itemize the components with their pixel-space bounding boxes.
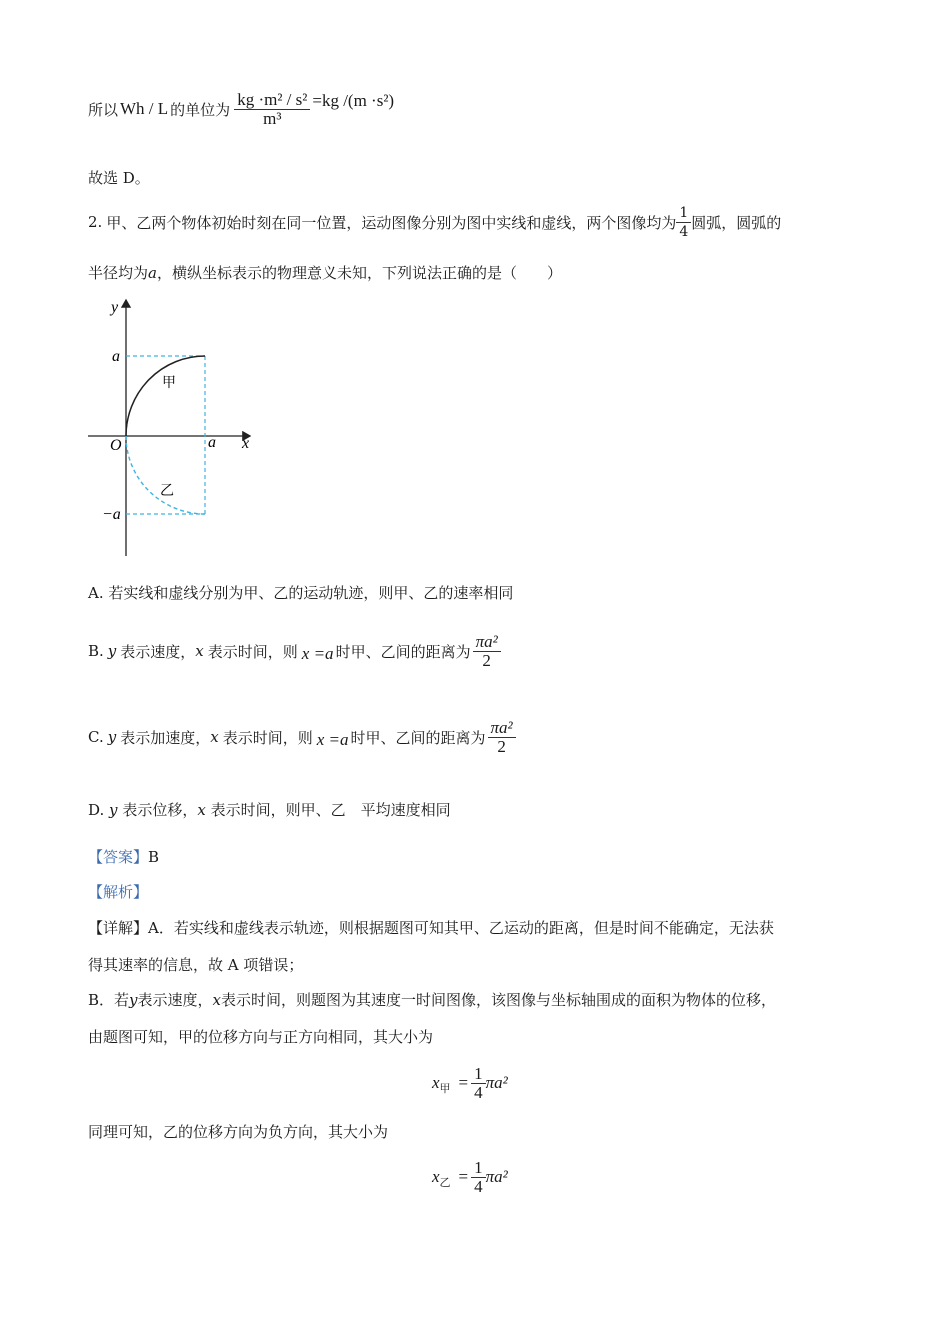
detail-line3-a: B．若 bbox=[88, 991, 130, 1009]
y-axis-label: y bbox=[111, 299, 119, 316]
question-number: 2. bbox=[88, 213, 103, 231]
option-c bbox=[88, 702, 516, 772]
arc-figure bbox=[82, 292, 262, 562]
detail-line-3 bbox=[88, 990, 776, 1010]
neg-a-label: −a bbox=[102, 506, 121, 523]
eq2-fraction bbox=[471, 1159, 486, 1196]
eq2-rhs: πa² bbox=[485, 1167, 508, 1186]
eq1-lhs: x bbox=[432, 1073, 440, 1092]
unit-prefix: 所以 bbox=[88, 100, 119, 119]
eq1-rhs: πa² bbox=[485, 1073, 508, 1092]
eq2-den: 4 bbox=[474, 1176, 483, 1196]
unit-result: =kg /(m ·s²) bbox=[312, 91, 395, 110]
question-line2-b: ，横纵坐标表示的物理意义未知，下列说法正确的是（ ） bbox=[156, 264, 562, 282]
radius-var: a bbox=[148, 264, 157, 282]
detail-line3-x: x bbox=[212, 991, 221, 1009]
answer-tag: 【答案】 bbox=[88, 848, 149, 866]
question-text-2: 圆弧，圆弧的 bbox=[691, 213, 782, 232]
yi-label: 乙 bbox=[160, 483, 174, 499]
detail-line3-y: y bbox=[129, 991, 138, 1009]
jia-arc-solid bbox=[126, 356, 205, 436]
eq1-num: 1 bbox=[471, 1065, 486, 1084]
eq2-lhs: x bbox=[432, 1167, 440, 1186]
detail-line3-b: 表示速度， bbox=[137, 991, 213, 1009]
option-d-mid2: 表示时间，则甲、乙 平均速度相同 bbox=[210, 801, 451, 819]
option-b bbox=[88, 616, 501, 686]
a-right-label: a bbox=[208, 434, 216, 451]
eq2-eq: = bbox=[458, 1167, 469, 1186]
question-line-1 bbox=[88, 200, 781, 244]
prev-answer: 故选 D。 bbox=[88, 169, 150, 187]
quarter-fraction bbox=[676, 204, 691, 241]
option-b-cond: x =a bbox=[301, 644, 334, 663]
option-b-prefix: B. bbox=[88, 642, 104, 660]
detail-line-2: 得其速率的信息，故 A 项错误； bbox=[88, 956, 304, 974]
option-b-x: x bbox=[195, 642, 204, 660]
yi-arc-dashed bbox=[126, 436, 205, 514]
question-text-1: 甲、乙两个物体初始时刻在同一位置，运动图像分别为图中实线和虚线，两个图像均为 bbox=[106, 213, 677, 232]
eq2-sub: 乙 bbox=[439, 1176, 451, 1189]
quarter-num: 1 bbox=[676, 204, 691, 223]
option-c-prefix: C. bbox=[88, 728, 104, 746]
option-b-fraction bbox=[473, 633, 501, 670]
option-b-den: 2 bbox=[482, 650, 491, 670]
option-b-mid1: 表示速度， bbox=[120, 642, 196, 661]
jia-label: 甲 bbox=[162, 375, 176, 391]
option-c-mid3: 时甲、乙间的距离为 bbox=[350, 728, 486, 747]
quarter-den: 4 bbox=[679, 223, 689, 240]
question-line2-a: 半径均为 bbox=[88, 264, 149, 282]
unit-expr: Wh / L bbox=[120, 99, 169, 118]
origin-label: O bbox=[110, 437, 122, 454]
option-d-y: y bbox=[109, 801, 118, 819]
detail-line-4: 由题图可知，甲的位移方向与正方向相同，其大小为 bbox=[88, 1028, 434, 1046]
option-d bbox=[88, 800, 451, 820]
eq1-fraction bbox=[471, 1065, 486, 1102]
unit-line bbox=[88, 84, 394, 134]
option-d-prefix: D. bbox=[88, 801, 105, 819]
question-line-2 bbox=[88, 263, 562, 283]
x-axis-label: x bbox=[242, 435, 250, 452]
unit-fraction bbox=[234, 91, 310, 128]
detail-tag: 【详解】 bbox=[88, 919, 149, 937]
equation-yi bbox=[432, 1152, 508, 1202]
eq1-eq: = bbox=[458, 1073, 469, 1092]
option-c-cond: x =a bbox=[316, 730, 349, 749]
eq1-sub: 甲 bbox=[439, 1082, 451, 1095]
option-b-num: πa² bbox=[473, 633, 501, 652]
analysis-tag: 【解析】 bbox=[88, 883, 149, 901]
option-b-mid3: 时甲、乙间的距离为 bbox=[335, 642, 471, 661]
detail-line-1 bbox=[88, 918, 774, 938]
unit-frac-num: kg ·m² / s² bbox=[234, 91, 310, 110]
a-top-label: a bbox=[112, 348, 120, 365]
option-d-mid1: 表示位移， bbox=[122, 801, 198, 819]
answer-value: B bbox=[148, 848, 160, 866]
unit-frac-den: m³ bbox=[263, 108, 282, 128]
option-c-fraction bbox=[488, 719, 516, 756]
unit-mid: 的单位为 bbox=[170, 100, 231, 119]
option-c-x: x bbox=[210, 728, 219, 746]
option-b-mid2: 表示时间，则 bbox=[207, 642, 298, 661]
option-c-mid1: 表示加速度， bbox=[120, 728, 211, 747]
eq2-num: 1 bbox=[471, 1159, 486, 1178]
eq1-den: 4 bbox=[474, 1082, 483, 1102]
detail-line3-c: 表示时间，则题图为其速度一时间图像，该图像与坐标轴围成的面积为物体的位移， bbox=[221, 991, 777, 1009]
option-c-den: 2 bbox=[497, 736, 506, 756]
detail-line-5: 同理可知，乙的位移方向为负方向，其大小为 bbox=[88, 1123, 389, 1141]
option-d-x: x bbox=[197, 801, 206, 819]
option-c-y: y bbox=[107, 728, 117, 746]
equation-jia bbox=[432, 1058, 508, 1108]
detail-text-1: A．若实线和虚线表示轨迹，则根据题图可知其甲、乙运动的距离，但是时间不能确定，无法获 bbox=[148, 919, 774, 937]
option-a: A. 若实线和虚线分别为甲、乙的运动轨迹，则甲、乙的速率相同 bbox=[88, 584, 514, 602]
option-c-mid2: 表示时间，则 bbox=[222, 728, 313, 747]
option-b-y: y bbox=[107, 642, 117, 660]
answer-line bbox=[88, 847, 159, 867]
option-c-num: πa² bbox=[488, 719, 516, 738]
